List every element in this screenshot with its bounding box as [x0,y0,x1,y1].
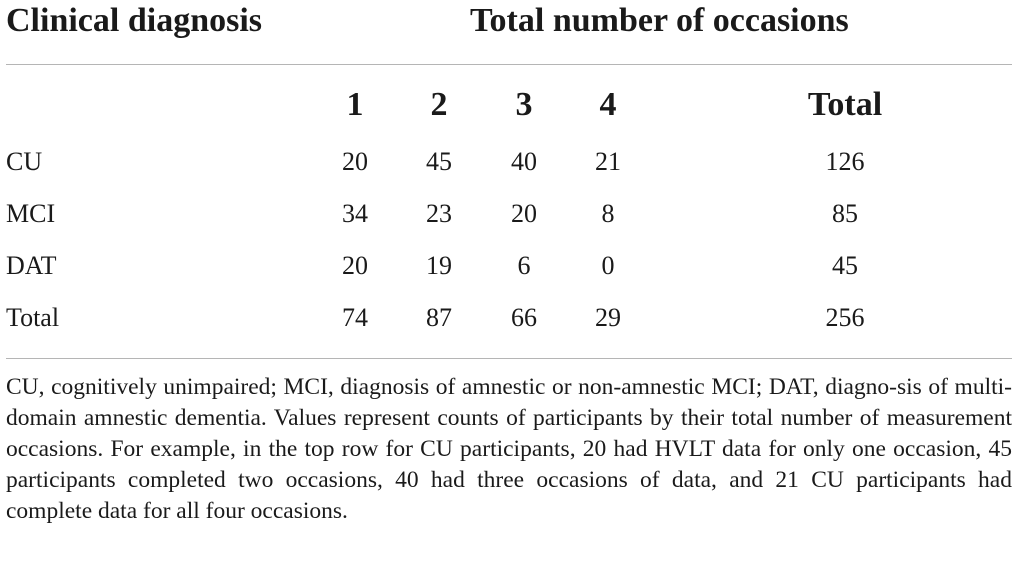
table-cell: 8 [601,199,615,228]
table-row [0,194,1017,234]
table-cell-total: 256 [825,303,865,332]
row-label: Total [6,303,60,332]
table-cell: 74 [342,303,368,332]
top-rule [6,64,1012,65]
table-cell: 40 [511,147,537,176]
table-row [0,142,1017,182]
table-cell: 34 [342,199,368,228]
row-label: DAT [6,251,57,280]
table-cell: 19 [426,251,452,280]
table-footnote: CU, cognitively unimpaired; MCI, diagnosis of amnestic or non-amnestic MCI; DAT, diagno-sis of multi-domain amnestic dementia. Values represent counts of participants by their total number of measurement occasions. For example, in the top row for CU participants, 20 had HVLT data for only one occasion, 45 participants completed two occasions, 40 had three occasions of data, and 21 CU participants had complete data for all four occasions. [6,374,1012,524]
table-cell: 0 [601,251,615,280]
column-header-2: 2 [430,86,448,123]
row-label: MCI [6,199,56,228]
table-cell: 45 [426,147,452,176]
clinical-diagnosis-header: Clinical diagnosis [6,2,263,39]
table-row [0,298,1017,338]
table-cell: 87 [426,303,452,332]
table-cell: 23 [426,199,452,228]
column-header-3: 3 [515,86,533,123]
column-header-total: Total [807,86,883,123]
bottom-rule [6,358,1012,359]
total-occasions-header: Total number of occasions [470,2,849,39]
table-cell: 21 [595,147,621,176]
column-header-4: 4 [599,86,617,123]
table-cell: 6 [517,251,531,280]
table-cell-total: 85 [832,199,858,228]
table-cell: 29 [595,303,621,332]
table-cell: 66 [511,303,537,332]
table-cell: 20 [342,251,368,280]
table-cell-total: 126 [825,147,865,176]
table-cell-total: 45 [832,251,858,280]
row-label: CU [6,147,43,176]
table-row [0,246,1017,286]
table-cell: 20 [342,147,368,176]
column-header-1: 1 [346,86,364,123]
table-cell: 20 [511,199,537,228]
